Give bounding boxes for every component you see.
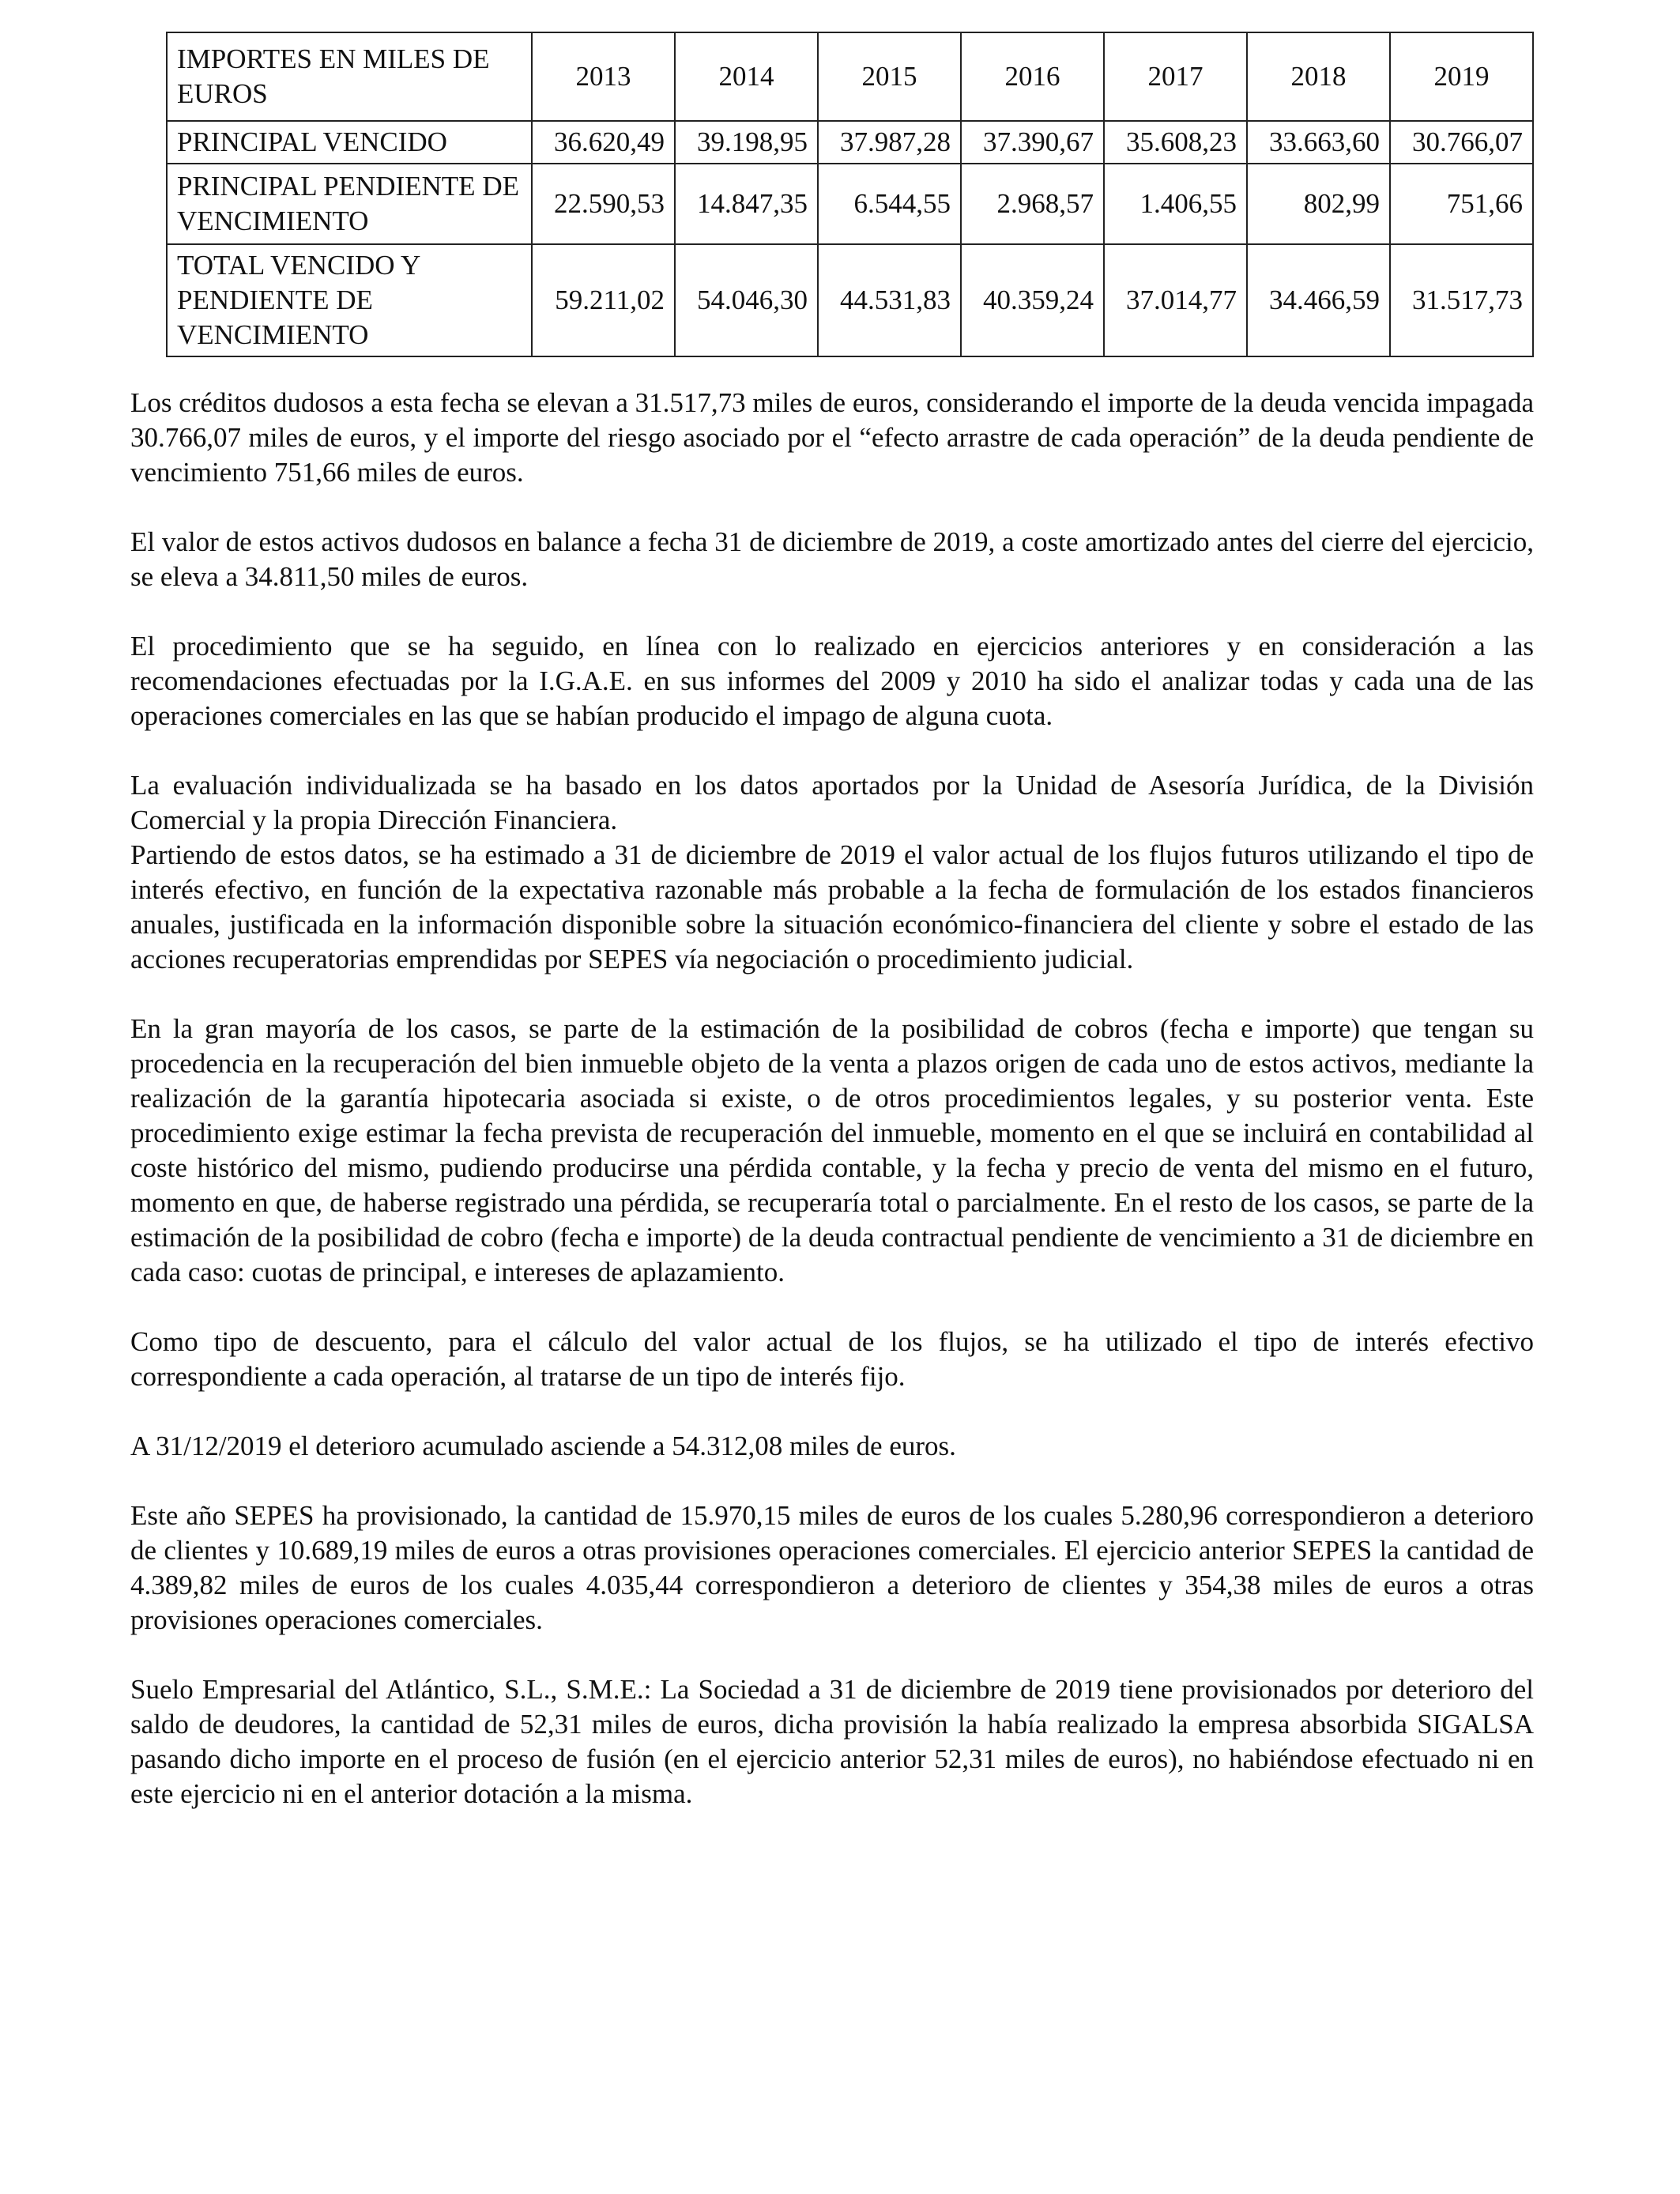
table-cell: 39.198,95: [675, 121, 818, 164]
table-cell: 33.663,60: [1247, 121, 1390, 164]
paragraph-estimacion: Partiendo de estos datos, se ha estimado a 31 de diciembre de 2019 el valor actual de los flujos futuros utilizando el tipo de interés efectivo, en función de la expectativa razonable más probable a la fecha de formulación de los estados financieros anuales, justificada en la información disponible sobre la situación económico-financiera del cliente y sobre el estado de las acciones recuperatorias emprendidas por SEPES vía negociación o procedimiento judicial.: [130, 839, 1534, 974]
table-cell: 34.466,59: [1247, 244, 1390, 356]
table-cell: 37.390,67: [961, 121, 1104, 164]
paragraph-evaluacion: La evaluación individualizada se ha basado en los datos aportados por la Unidad de Asesoría Jurídica, de la División Comercial y la propia Dirección Financiera.: [130, 770, 1534, 835]
paragraph-casos: En la gran mayoría de los casos, se parte de la estimación de la posibilidad de cobros (fecha e importe) que tengan su procedencia en la recuperación del bien inmueble objeto de la venta a plazos origen de cada uno de estos activos, mediante la realización de la garantía hipotecaria asociada si existe, o de otros procedimientos legales, y su posterior venta. Este procedimiento exige estimar la fecha prevista de recuperación del inmueble, momento en el que se incluirá en contabilidad al coste histórico del mismo, pudiendo producirse una pérdida contable, y la fecha y precio de venta del mismo en el futuro, momento en que, de haberse registrado una pérdida, se recuperaría total o parcialmente. En el resto de los casos, se parte de la estimación de la posibilidad de cobro (fecha e importe) de la deuda contractual pendiente de vencimiento a 31 de diciembre en cada caso: cuotas de principal, e intereses de aplazamiento.: [130, 1013, 1534, 1287]
paragraph-valor-activos: El valor de estos activos dudosos en balance a fecha 31 de diciembre de 2019, a coste amortizado antes del cierre del ejercicio, se eleva a 34.811,50 miles de euros.: [130, 526, 1534, 592]
table-cell: 2.968,57: [961, 164, 1104, 244]
table-cell: 54.046,30: [675, 244, 818, 356]
paragraph-deterioro-acumulado: A 31/12/2019 el deterioro acumulado asciende a 54.312,08 miles de euros.: [130, 1431, 956, 1461]
body-text: [130, 386, 1534, 1846]
table-cell: 44.531,83: [818, 244, 961, 356]
table-cell: 31.517,73: [1390, 244, 1533, 356]
table-cell: 1.406,55: [1104, 164, 1247, 244]
paragraph-tipo-descuento: Como tipo de descuento, para el cálculo del valor actual de los flujos, se ha utilizado el tipo de interés efectivo correspondiente a cada operación, al tratarse de un tipo de interés fijo.: [130, 1326, 1534, 1392]
paragraph-creditos-dudosos: Los créditos dudosos a esta fecha se elevan a 31.517,73 miles de euros, considerando el importe de la deuda vencida impagada 30.766,07 miles de euros, y el importe del riesgo asociado por el “efecto arrastre de cada operación” de la deuda pendiente de vencimiento 751,66 miles de euros.: [130, 387, 1534, 488]
paragraph-provisiones: Este año SEPES ha provisionado, la cantidad de 15.970,15 miles de euros de los cuales 5.280,96 correspondieron a deterioro de clientes y 10.689,19 miles de euros a otras provisiones operaciones comerciales. El ejercicio anterior SEPES la cantidad de 4.389,82 miles de euros de los cuales 4.035,44 correspondieron a deterioro de clientes y 354,38 miles de euros a otras provisiones operaciones comerciales.: [130, 1500, 1534, 1635]
table-header-row: [167, 32, 1533, 121]
table-cell: 37.987,28: [818, 121, 961, 164]
year-header-2019: 2019: [1390, 32, 1533, 121]
impagos-table: [166, 32, 1534, 357]
table-cell: 36.620,49: [532, 121, 675, 164]
year-header-2018: 2018: [1247, 32, 1390, 121]
table-cell: 14.847,35: [675, 164, 818, 244]
table-corner-header: IMPORTES EN MILES DE EUROS: [167, 32, 532, 121]
table-cell: 40.359,24: [961, 244, 1104, 356]
year-header-2015: 2015: [818, 32, 961, 121]
row-label-principal-vencido: PRINCIPAL VENCIDO: [167, 121, 532, 164]
paragraph-procedimiento: El procedimiento que se ha seguido, en línea con lo realizado en ejercicios anteriores y en consideración a las recomendaciones efectuadas por la I.G.A.E. en sus informes del 2009 y 2010 ha sido el analizar todas y cada una de las operaciones comerciales en las que se habían producido el impago de alguna cuota.: [130, 631, 1534, 731]
row-label-total: TOTAL VENCIDO Y PENDIENTE DE VENCIMIENTO: [167, 244, 532, 356]
table-cell: 751,66: [1390, 164, 1533, 244]
table-cell: 6.544,55: [818, 164, 961, 244]
year-header-2017: 2017: [1104, 32, 1247, 121]
table-cell: 22.590,53: [532, 164, 675, 244]
table-cell: 37.014,77: [1104, 244, 1247, 356]
table-cell: 802,99: [1247, 164, 1390, 244]
year-header-2016: 2016: [961, 32, 1104, 121]
paragraph-suelo-empresarial: Suelo Empresarial del Atlántico, S.L., S.M.E.: La Sociedad a 31 de diciembre de 2019 tiene provisionados por deterioro del saldo de deudores, la cantidad de 52,31 miles de euros, dicha provisión la había realizado la empresa absorbida SIGALSA pasando dicho importe en el proceso de fusión (en el ejercicio anterior 52,31 miles de euros), no habiéndose efectuado ni en este ejercicio ni en el anterior dotación a la misma.: [130, 1674, 1534, 1809]
row-label-principal-pendiente: PRINCIPAL PENDIENTE DE VENCIMIENTO: [167, 164, 532, 244]
table-row: [167, 121, 1533, 164]
table-row: [167, 164, 1533, 244]
table-cell: 59.211,02: [532, 244, 675, 356]
table-cell: 35.608,23: [1104, 121, 1247, 164]
year-header-2013: 2013: [532, 32, 675, 121]
year-header-2014: 2014: [675, 32, 818, 121]
table-cell: 30.766,07: [1390, 121, 1533, 164]
table-row: [167, 244, 1533, 356]
